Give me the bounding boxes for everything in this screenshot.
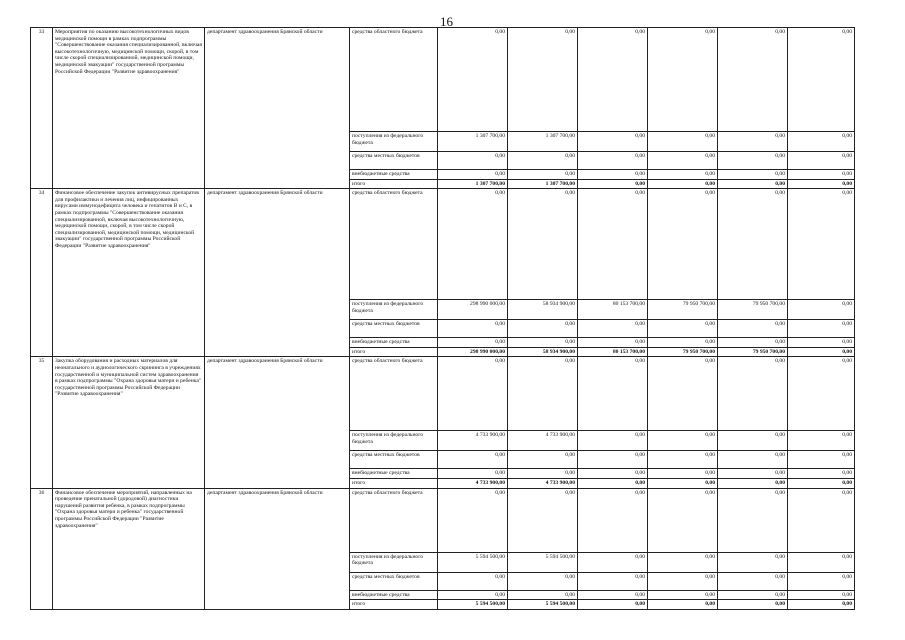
amount-cell: 0,00 (718, 152, 788, 170)
amount-cell: 80 153 700,00 (578, 347, 648, 357)
amount-cell: 79 950 700,00 (648, 300, 718, 320)
amount-cell: 0,00 (718, 488, 788, 552)
amount-cell: 0,00 (788, 357, 855, 431)
amount-cell: 0,00 (508, 170, 578, 180)
amount-cell: 1 307 700,00 (438, 132, 508, 152)
amount-cell: 79 950 700,00 (718, 347, 788, 357)
amount-cell: 0,00 (438, 488, 508, 552)
table-body (31, 28, 855, 610)
responsible-department: департамент здравоохранения Брянской области (205, 28, 350, 189)
amount-cell: 0,00 (438, 170, 508, 180)
amount-cell: 0,00 (648, 357, 718, 431)
amount-cell: 4 733 900,00 (438, 478, 508, 488)
amount-cell: 0,00 (718, 469, 788, 479)
amount-cell: 0,00 (718, 189, 788, 300)
amount-cell: 80 153 700,00 (578, 300, 648, 320)
amount-cell: 0,00 (788, 347, 855, 357)
amount-cell: 0,00 (788, 300, 855, 320)
amount-cell: 0,00 (438, 320, 508, 338)
amount-cell: 0,00 (578, 179, 648, 189)
amount-cell: 0,00 (438, 189, 508, 300)
amount-cell: 0,00 (578, 469, 648, 479)
funding-source: поступления из федерального бюджета (350, 552, 438, 572)
amount-cell: 0,00 (578, 572, 648, 590)
amount-cell: 0,00 (648, 552, 718, 572)
amount-cell: 0,00 (438, 152, 508, 170)
amount-cell: 0,00 (438, 590, 508, 600)
amount-cell: 1 307 700,00 (508, 132, 578, 152)
funding-source: средства областного бюджета (350, 28, 438, 132)
amount-cell: 298 990 000,00 (438, 347, 508, 357)
funding-source: средства областного бюджета (350, 488, 438, 552)
amount-cell: 79 950 700,00 (648, 347, 718, 357)
funding-source: средства областного бюджета (350, 189, 438, 300)
funding-source: внебюджетные средства (350, 338, 438, 348)
responsible-department: департамент здравоохранения Брянской области (205, 189, 350, 357)
amount-cell: 0,00 (718, 590, 788, 600)
measure-description: Закупка оборудования и расходных материалов для неонатального и аудиологического скрининга в учреждениях государственной и муниципальной систем здравоохранения в рамках подпрограммы "Охрана здоровья матери и ребенка" государственной программы Российской Федерации "Развитие здравоохранения" (53, 357, 205, 488)
amount-cell: 0,00 (508, 357, 578, 431)
table-row (31, 357, 855, 431)
amount-cell: 0,00 (648, 132, 718, 152)
amount-cell: 0,00 (648, 28, 718, 132)
responsible-department: департамент здравоохранения Брянской области (205, 357, 350, 488)
amount-cell: 0,00 (648, 590, 718, 600)
amount-cell: 0,00 (788, 478, 855, 488)
funding-source: средства местных бюджетов (350, 572, 438, 590)
funding-source: внебюджетные средства (350, 170, 438, 180)
amount-cell: 0,00 (648, 478, 718, 488)
amount-cell: 0,00 (438, 338, 508, 348)
responsible-department: департамент здравоохранения Брянской области (205, 488, 350, 609)
amount-cell: 298 990 000,00 (438, 300, 508, 320)
amount-cell: 0,00 (508, 152, 578, 170)
budget-table (30, 27, 855, 610)
funding-source: средства местных бюджетов (350, 451, 438, 469)
table-row (31, 189, 855, 300)
amount-cell: 4 733 900,00 (438, 431, 508, 451)
amount-cell: 0,00 (788, 28, 855, 132)
amount-cell: 0,00 (578, 590, 648, 600)
amount-cell: 0,00 (788, 451, 855, 469)
amount-cell: 0,00 (718, 478, 788, 488)
row-number: 33 (31, 28, 53, 189)
amount-cell: 0,00 (578, 451, 648, 469)
amount-cell: 0,00 (508, 590, 578, 600)
amount-cell: 0,00 (718, 357, 788, 431)
amount-cell: 5 594 500,00 (508, 552, 578, 572)
funding-source: внебюджетные средства (350, 590, 438, 600)
amount-cell: 0,00 (578, 552, 648, 572)
amount-cell: 0,00 (718, 132, 788, 152)
amount-cell: 0,00 (578, 357, 648, 431)
amount-cell: 4 733 900,00 (508, 478, 578, 488)
table-row (31, 488, 855, 552)
amount-cell: 0,00 (648, 320, 718, 338)
amount-cell: 0,00 (788, 132, 855, 152)
amount-cell: 0,00 (788, 488, 855, 552)
amount-cell: 0,00 (788, 152, 855, 170)
amount-cell: 0,00 (718, 451, 788, 469)
amount-cell: 0,00 (508, 28, 578, 132)
amount-cell: 0,00 (648, 451, 718, 469)
amount-cell: 0,00 (578, 28, 648, 132)
amount-cell: 0,00 (718, 170, 788, 180)
amount-cell: 0,00 (578, 132, 648, 152)
amount-cell: 0,00 (508, 320, 578, 338)
amount-cell: 0,00 (718, 572, 788, 590)
amount-cell: 0,00 (788, 600, 855, 610)
measure-description: Финансовое обеспечение мероприятий, направленных на проведение пренатальной (дородовой) диагностики нарушений развития ребенка, в рамках подпрограммы "Охрана здоровья матери и ребенка" государственной программы Российской Федерации "Развитие здравоохранения" (53, 488, 205, 609)
amount-cell: 0,00 (788, 179, 855, 189)
amount-cell: 0,00 (648, 189, 718, 300)
measure-description: Финансовое обеспечение закупок антивирусных препаратов для профилактики и лечения лиц, инфицированных вирусами иммунодефицита человека и гепатитов В и С, в рамках подпрограммы "Совершенствование оказания специализированной, включая высокотехнологичную, медицинской помощи, скорой, в том числе скорой специализированной, медицинской помощи, медицинской эвакуации" государственной программы Российской Федерации "Развитие здравоохранения" (53, 189, 205, 357)
amount-cell: 58 934 900,00 (508, 300, 578, 320)
table-row (31, 28, 855, 132)
amount-cell: 0,00 (788, 431, 855, 451)
amount-cell: 0,00 (718, 179, 788, 189)
amount-cell: 0,00 (648, 431, 718, 451)
amount-cell: 0,00 (788, 590, 855, 600)
funding-source: поступления из федерального бюджета (350, 132, 438, 152)
funding-source: поступления из федерального бюджета (350, 300, 438, 320)
funding-source: итого (350, 600, 438, 610)
amount-cell: 79 950 700,00 (718, 300, 788, 320)
funding-source: поступления из федерального бюджета (350, 431, 438, 451)
funding-source: итого (350, 347, 438, 357)
amount-cell: 0,00 (648, 600, 718, 610)
amount-cell: 0,00 (578, 488, 648, 552)
amount-cell: 0,00 (718, 320, 788, 338)
amount-cell: 1 307 700,00 (508, 179, 578, 189)
amount-cell: 0,00 (648, 469, 718, 479)
funding-source: средства местных бюджетов (350, 152, 438, 170)
amount-cell: 0,00 (648, 572, 718, 590)
amount-cell: 0,00 (718, 600, 788, 610)
page-number: 16 (440, 14, 453, 29)
amount-cell: 0,00 (578, 478, 648, 488)
amount-cell: 0,00 (508, 469, 578, 479)
amount-cell: 0,00 (578, 152, 648, 170)
amount-cell: 0,00 (648, 179, 718, 189)
amount-cell: 0,00 (578, 338, 648, 348)
amount-cell: 1 307 700,00 (438, 179, 508, 189)
amount-cell: 0,00 (438, 357, 508, 431)
amount-cell: 4 733 900,00 (508, 431, 578, 451)
amount-cell: 0,00 (578, 320, 648, 338)
amount-cell: 0,00 (648, 170, 718, 180)
amount-cell: 0,00 (648, 152, 718, 170)
amount-cell: 0,00 (578, 600, 648, 610)
amount-cell: 0,00 (438, 28, 508, 132)
amount-cell: 5 594 500,00 (438, 600, 508, 610)
amount-cell: 0,00 (788, 170, 855, 180)
amount-cell: 0,00 (508, 338, 578, 348)
amount-cell: 0,00 (438, 451, 508, 469)
amount-cell: 0,00 (718, 431, 788, 451)
funding-source: итого (350, 179, 438, 189)
amount-cell: 0,00 (788, 572, 855, 590)
measure-description: Мероприятия по оказанию высокотехнологичных видов медицинской помощи в рамках подпрограммы "Совершенствование оказания специализированной, включая высокотехнологичную, медицинской помощи, скорой, в том числе скорой специализированной, медицинской помощи, медицинской эвакуации" государственной программы Российской Федерации "Развитие здравоохранения" (53, 28, 205, 189)
amount-cell: 0,00 (648, 338, 718, 348)
amount-cell: 0,00 (788, 189, 855, 300)
amount-cell: 0,00 (438, 469, 508, 479)
amount-cell: 0,00 (508, 572, 578, 590)
amount-cell: 0,00 (438, 572, 508, 590)
amount-cell: 0,00 (788, 338, 855, 348)
amount-cell: 0,00 (578, 189, 648, 300)
funding-source: итого (350, 478, 438, 488)
funding-source: внебюджетные средства (350, 469, 438, 479)
amount-cell: 0,00 (508, 189, 578, 300)
row-number: 36 (31, 488, 53, 609)
amount-cell: 0,00 (718, 338, 788, 348)
amount-cell: 0,00 (508, 451, 578, 469)
row-number: 34 (31, 189, 53, 357)
amount-cell: 0,00 (718, 28, 788, 132)
amount-cell: 5 594 500,00 (508, 600, 578, 610)
amount-cell: 0,00 (788, 320, 855, 338)
amount-cell: 0,00 (578, 170, 648, 180)
amount-cell: 5 594 500,00 (438, 552, 508, 572)
amount-cell: 0,00 (718, 552, 788, 572)
amount-cell: 0,00 (648, 488, 718, 552)
amount-cell: 0,00 (578, 431, 648, 451)
amount-cell: 58 934 900,00 (508, 347, 578, 357)
row-number: 35 (31, 357, 53, 488)
funding-source: средства местных бюджетов (350, 320, 438, 338)
amount-cell: 0,00 (508, 488, 578, 552)
amount-cell: 0,00 (788, 552, 855, 572)
amount-cell: 0,00 (788, 469, 855, 479)
funding-source: средства областного бюджета (350, 357, 438, 431)
